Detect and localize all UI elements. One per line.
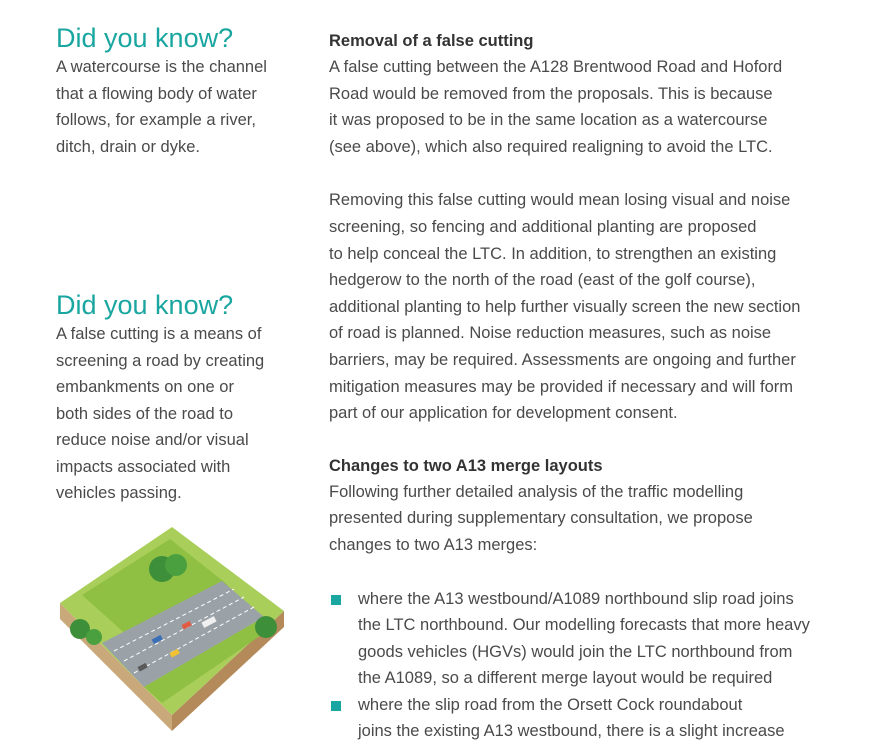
section-heading: Removal of a false cutting (329, 32, 534, 50)
text-line: ditch, drain or dyke. (56, 137, 200, 156)
text-line: changes to two A13 merges: (329, 535, 538, 554)
text-line: embankments on one or (56, 378, 234, 396)
text-line: follows, for example a river, (56, 111, 256, 129)
text-line: additional planting to help further visually screen the new section (329, 297, 801, 316)
square-bullet-icon (331, 595, 341, 605)
list-item (329, 692, 869, 745)
did-you-know-text (56, 321, 306, 507)
text-line: vehicles passing. (56, 484, 182, 502)
text-line: where the slip road from the Orsett Cock roundabout (358, 695, 743, 714)
text-line: joins the existing A13 westbound, there is a slight increase (358, 722, 785, 741)
text-line: mitigation measures may be provided if necessary and will form (329, 377, 794, 396)
text-line: Following further detailed analysis of the traffic modelling (329, 482, 744, 501)
sidebar-second (56, 289, 306, 507)
tree (86, 629, 102, 645)
did-you-know-title: Did you know? (56, 23, 234, 53)
spacer (329, 559, 869, 586)
text-line: Road would be removed from the proposals. This is because (329, 84, 773, 103)
spacer (329, 160, 869, 187)
text-line: barriers, may be required. Assessments are ongoing and further (329, 350, 796, 369)
text-line: screening, so fencing and additional planting are proposed (329, 217, 757, 236)
paragraph (329, 479, 869, 559)
text-line: A watercourse is the channel (56, 58, 267, 76)
text-line: both sides of the road to (56, 404, 234, 423)
sidebar (56, 22, 306, 160)
tree (255, 616, 277, 638)
text-line: (see above), which also required realigning to avoid the LTC. (329, 137, 773, 156)
text-line: A false cutting between the A128 Brentwood Road and Hoford (329, 58, 783, 76)
paragraph (329, 54, 869, 160)
text-line: where the A13 westbound/A1089 northbound slip road joins (358, 589, 794, 608)
did-you-know-text (56, 54, 306, 160)
did-you-know-title: Did you know? (56, 290, 234, 320)
text-line: the LTC northbound. Our modelling forecasts that more heavy (358, 616, 810, 635)
text-line: part of our application for development consent. (329, 404, 678, 423)
text-line: presented during supplementary consultation, we propose (329, 509, 753, 528)
text-line: hedgerow to the north of the road (east of the golf course), (329, 271, 756, 290)
text-line: to help conceal the LTC. In addition, to strengthen an existing (329, 244, 777, 263)
text-line: A false cutting is a means of (56, 325, 262, 343)
text-line: screening a road by creating (56, 351, 265, 370)
main-content (329, 28, 869, 745)
text-line: the A1089, so a different merge layout would be required (358, 669, 773, 688)
list-item (329, 586, 869, 692)
bullet-list (329, 586, 869, 746)
tree (165, 554, 187, 576)
false-cutting-illustration (52, 525, 292, 735)
spacer (329, 427, 869, 453)
text-line: goods vehicles (HGVs) would join the LTC northbound from (358, 642, 793, 661)
text-line: impacts associated with (56, 457, 231, 476)
text-line: that a flowing body of water (56, 84, 257, 103)
section-heading: Changes to two A13 merge layouts (329, 456, 603, 475)
text-line: it was proposed to be in the same location as a watercourse (329, 111, 768, 130)
text-line: Removing this false cutting would mean losing visual and noise (329, 191, 791, 210)
paragraph (329, 187, 869, 426)
road-embankment-illustration (52, 525, 292, 735)
text-line: of road is planned. Noise reduction measures, such as noise (329, 324, 772, 343)
square-bullet-icon (331, 701, 341, 711)
text-line: reduce noise and/or visual (56, 431, 249, 449)
